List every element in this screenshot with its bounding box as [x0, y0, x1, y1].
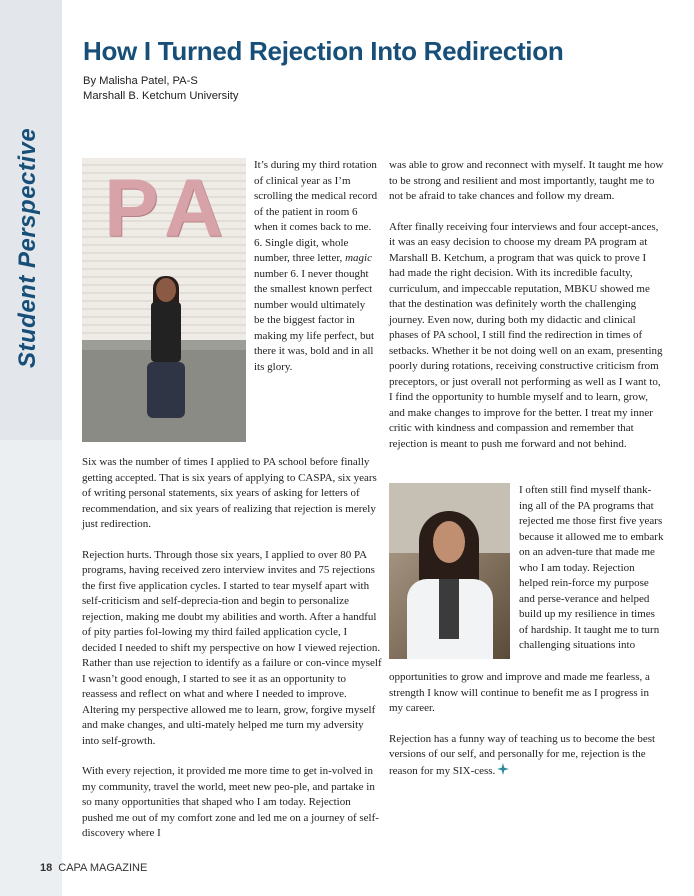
emphasis: magic: [345, 252, 372, 264]
author-photo-white-coat: [389, 483, 510, 659]
person-face: [433, 521, 465, 563]
author-photo-balloons: [82, 158, 246, 442]
section-label: Student Perspective: [14, 127, 41, 368]
paragraph: opportunities to grow and improve and made me fearless, a strength I know will continue to benefit me as I progress in my career.: [389, 671, 650, 714]
author-affiliation: Marshall B. Ketchum University: [83, 90, 239, 102]
page-footer: [40, 862, 147, 874]
person-legs: [147, 362, 185, 418]
person-head: [156, 278, 176, 302]
paragraph: Rejection hurts. Through those six years, I applied to over 80 PA programs, having received zero interview invites and 75 rejections the first five application cycles. I started to tear myself apart with self-criticism and self-deprecia-tion and begin to personalize rejection, making me doubt my abilities and worth. After a handful of pity parties fol-lowing my third failed application cycle, I decided I needed to shift my perspective on how I viewed rejection. Rather than use rejection to identify as a failure or con-vince myself I wasn’t good enough, I started to see it as an opportunity to reassess and reflect on what and where I needed to improve. Altering my perspective allowed me to learn, grow, forgive myself and make changes, and ulti-mately helped me turn my adversity into self-growth.: [82, 548, 382, 747]
paragraph: After finally receiving four interviews and four accept-ances, it was an easy decision to choose my dream PA program at Marshall B. Ketchum, a program that was quick to prove I had made the right decision. With its incredible faculty, curriculum, and impeccable reputation, MBKU showed me that the destination was definitely worth the challenging journey. Even now, during both my didactic and clinical phases of PA school, I still find the redirection in times of setbacks. Whether it be not doing well on an exam, presenting poorly during rotations, receiving constructive criticism from preceptors, or just overall not performing as well as I want to, I find the opportunity to humble myself and to learn, grow, and make changes to improve for the better. I treat my inner critic with kindness and compassion and remember that rejection is meant to push me forward and not behind.: [389, 220, 663, 450]
paragraph: Six was the number of times I applied to PA school before finally getting accepted. That is six years of applying to CASPA, six years of writing personal statements, six years of asking for letters of recommendation, and six years of realizing that rejection is merely just redirection.: [82, 456, 377, 530]
person-figure: [147, 278, 185, 418]
intro-paragraph: It’s during my third rotation of clinical year as I’m scrolling the medical record of the patient in room 6 when it comes back to me. 6. Single digit, whole number, three letter, magic number 6. I never thought the smallest known perfect number would ultimately be the biggest factor in making my life perfect, but there it was, bold and in all its glory.: [254, 159, 378, 373]
intro-text: [254, 158, 378, 375]
balloon-letter-p: P: [104, 163, 159, 254]
byline: [83, 74, 238, 104]
column-1-text: [82, 455, 382, 842]
person-shirt: [439, 579, 459, 639]
page-number: 18: [40, 862, 53, 874]
text-beside-photo: [519, 483, 664, 654]
author-name: By Malisha Patel, PA-S: [83, 75, 198, 87]
column-2-closing: [389, 670, 664, 779]
paragraph: With every rejection, it provided me more time to get in-volved in my community, travel the world, meet new peo-ple, and partake in so many opportunities that shaped who I am today. Rejection pushed me out of my comfort zone and led me on a journey of self-discovery where I: [82, 765, 379, 839]
column-2-text: [389, 158, 664, 452]
publication-name: CAPA MAGAZINE: [58, 862, 148, 874]
person-body: [151, 302, 181, 362]
article-title: How I Turned Rejection Into Redirection: [83, 36, 564, 66]
four-point-star-icon: [497, 763, 509, 775]
balloon-letter-a: A: [164, 163, 224, 254]
paragraph: I often still find myself thank-ing all of the PA programs that rejected me those first five years because it allowed me to embark on an adven-ture that made me who I am today. Rejection helped rein-force my purpose and perse-verance and helped build up my resilience in times of hardship. It taught me to turn challenging situations into: [519, 484, 664, 651]
paragraph: was able to grow and reconnect with myself. It taught me how to be strong and resilient and most importantly, taught me to not be afraid to take chances and follow my dream.: [389, 159, 664, 202]
closing-paragraph: Rejection has a funny way of teaching us to become the best versions of our self, and personally for me, rejection is the reason for my SIX-cess.: [389, 732, 656, 777]
